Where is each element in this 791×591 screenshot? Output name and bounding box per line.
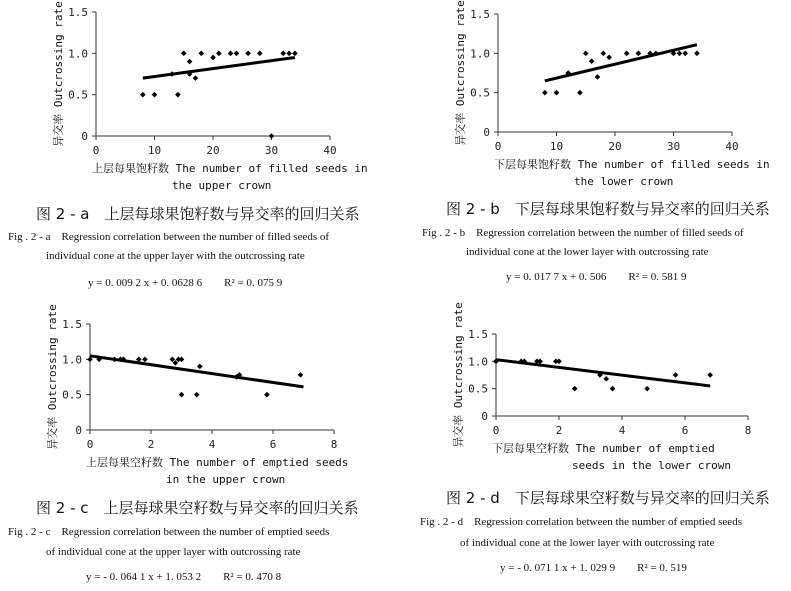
data-point bbox=[269, 133, 275, 139]
data-point bbox=[595, 74, 601, 80]
data-point bbox=[589, 58, 595, 64]
scatter-plot-c bbox=[36, 304, 356, 490]
scatter-plot-b bbox=[450, 0, 770, 192]
y-tick-label: 0 bbox=[81, 130, 88, 143]
y-tick-label: 0.5 bbox=[470, 86, 490, 100]
data-point bbox=[179, 357, 185, 363]
figure-caption-en-d-line2: of individual cone at the lower layer with outcrossing rate bbox=[460, 537, 715, 549]
y-tick-label: 1.5 bbox=[62, 318, 82, 331]
data-point bbox=[636, 51, 642, 57]
data-point bbox=[298, 372, 304, 378]
x-tick-label: 8 bbox=[744, 424, 752, 437]
y-tick-label: 1.5 bbox=[468, 328, 488, 341]
x-axis-title-line2: the upper crown bbox=[172, 179, 272, 192]
x-tick-label: 4 bbox=[208, 438, 216, 451]
data-point bbox=[292, 51, 298, 57]
y-tick-label: 0.5 bbox=[62, 388, 82, 402]
data-point bbox=[228, 51, 234, 57]
data-point bbox=[556, 359, 562, 365]
data-point bbox=[245, 51, 251, 57]
data-point bbox=[554, 90, 560, 96]
data-point bbox=[601, 51, 607, 57]
data-point bbox=[677, 51, 683, 57]
y-tick-label: 0 bbox=[75, 424, 82, 437]
data-point bbox=[194, 392, 200, 398]
y-tick-label: 0.5 bbox=[68, 88, 88, 102]
x-axis-title-line1: 上层每果饱籽数 The number of filled seeds in bbox=[92, 162, 368, 175]
data-point bbox=[682, 51, 688, 57]
data-point bbox=[610, 386, 616, 392]
x-tick-label: 30 bbox=[264, 144, 279, 157]
figure-caption-cn-c: 图 2 - c 上层每球果空籽数与异交率的回归关系 bbox=[36, 499, 359, 517]
x-tick-label: 4 bbox=[618, 424, 626, 437]
figure-caption-cn-d: 图 2 - d 下层每球果空籽数与异交率的回归关系 bbox=[446, 489, 770, 507]
figure-caption-cn-a: 图 2 - a 上层每球果饱籽数与异交率的回归关系 bbox=[36, 205, 360, 223]
y-tick-label: 1.0 bbox=[470, 47, 490, 61]
y-tick-label: 1.5 bbox=[68, 6, 88, 19]
x-tick-label: 6 bbox=[681, 424, 689, 437]
data-point bbox=[199, 51, 205, 57]
data-point bbox=[187, 59, 193, 65]
data-point bbox=[264, 392, 270, 398]
y-axis-title: 异交率 Outcrossing rate bbox=[454, 0, 467, 146]
data-point bbox=[112, 357, 118, 363]
data-point bbox=[583, 51, 589, 57]
x-axis-title-line2: seeds in the lower crown bbox=[572, 459, 731, 472]
data-point bbox=[175, 92, 181, 98]
x-axis-title-line2: in the upper crown bbox=[166, 473, 286, 486]
figure-caption-en-d-line1: Fig . 2 - d Regression correlation between the number of emptied seeds bbox=[420, 516, 742, 528]
figure-caption-en-c-line1: Fig . 2 - c Regression correlation between the number of emptied seeds bbox=[8, 526, 330, 538]
y-tick-label: 0.5 bbox=[468, 382, 488, 396]
x-tick-label: 10 bbox=[549, 140, 564, 153]
data-point bbox=[537, 359, 543, 365]
x-tick-label: 40 bbox=[323, 144, 337, 157]
x-tick-label: 2 bbox=[555, 424, 563, 437]
x-tick-label: 0 bbox=[494, 140, 502, 153]
x-tick-label: 0 bbox=[92, 144, 100, 157]
y-tick-label: 1.0 bbox=[62, 353, 82, 367]
data-point bbox=[257, 51, 263, 57]
x-tick-label: 20 bbox=[206, 144, 220, 157]
y-tick-label: 1.0 bbox=[468, 355, 488, 369]
x-tick-label: 10 bbox=[147, 144, 162, 157]
data-point bbox=[542, 90, 548, 96]
data-point bbox=[694, 51, 700, 57]
data-point bbox=[197, 364, 203, 370]
x-axis-title-line1: 下层每果饱籽数 The number of filled seeds in bbox=[494, 158, 770, 171]
x-tick-label: 0 bbox=[86, 438, 94, 451]
data-point bbox=[216, 51, 222, 57]
figure-caption-en-a-line2: individual cone at the upper layer with the outcrossing rate bbox=[46, 250, 305, 262]
x-tick-label: 8 bbox=[330, 438, 338, 451]
figure-caption-en-c-line2: of individual cone at the upper layer with outcrossing rate bbox=[46, 546, 301, 558]
regression-equation-c: y = - 0. 064 1 x + 1. 053 2 R² = 0. 470 8 bbox=[86, 571, 282, 583]
y-tick-label: 0 bbox=[483, 126, 490, 139]
figure-caption-en-b-line1: Fig . 2 - b Regression correlation between the number of filled seeds of bbox=[422, 227, 744, 239]
figure-caption-cn-b: 图 2 - b 下层每球果饱籽数与异交率的回归关系 bbox=[446, 200, 770, 218]
data-point bbox=[707, 372, 713, 378]
data-point bbox=[169, 71, 175, 77]
regression-equation-b: y = 0. 017 7 x + 0. 506 R² = 0. 581 9 bbox=[506, 271, 687, 283]
y-tick-label: 1.5 bbox=[470, 8, 490, 21]
data-point bbox=[606, 54, 612, 60]
x-axis-title-line2: the lower crown bbox=[574, 175, 674, 188]
y-tick-label: 1.0 bbox=[68, 47, 88, 61]
data-point bbox=[280, 51, 286, 57]
data-point bbox=[140, 92, 146, 98]
figure-caption-en-b-line2: individual cone at the lower layer with outcrossing rate bbox=[466, 246, 709, 258]
regression-line bbox=[143, 57, 295, 78]
data-point bbox=[624, 51, 630, 57]
scatter-plot-a bbox=[40, 1, 368, 192]
chart-panel-a bbox=[40, 1, 368, 192]
data-point bbox=[234, 51, 240, 57]
data-point bbox=[673, 372, 679, 378]
data-point bbox=[286, 51, 292, 57]
data-point bbox=[152, 92, 158, 98]
x-tick-label: 6 bbox=[269, 438, 277, 451]
data-point bbox=[572, 386, 578, 392]
regression-line bbox=[496, 360, 710, 386]
chart-panel-b bbox=[450, 0, 770, 192]
data-point bbox=[644, 386, 650, 392]
data-point bbox=[577, 90, 583, 96]
data-point bbox=[142, 357, 148, 363]
y-axis-title: 异交率 Outcrossing rate bbox=[46, 304, 59, 450]
chart-panel-c bbox=[36, 304, 356, 490]
data-point bbox=[179, 392, 185, 398]
data-point bbox=[210, 55, 216, 61]
x-tick-label: 0 bbox=[492, 424, 500, 437]
regression-equation-d: y = - 0. 071 1 x + 1. 029 9 R² = 0. 519 bbox=[500, 562, 687, 574]
chart-panel-d bbox=[450, 302, 770, 482]
x-tick-label: 40 bbox=[725, 140, 739, 153]
data-point bbox=[603, 376, 609, 382]
y-tick-label: 0 bbox=[481, 410, 488, 423]
x-axis-title-line1: 上层每果空籽数 The number of emptied seeds bbox=[86, 456, 349, 469]
data-point bbox=[193, 75, 199, 81]
scatter-plot-d bbox=[450, 302, 770, 482]
x-tick-label: 2 bbox=[147, 438, 155, 451]
data-point bbox=[181, 51, 187, 57]
x-axis-title-line1: 下层每果空籽数 The number of emptied bbox=[492, 442, 715, 455]
figure-caption-en-a-line1: Fig . 2 - a Regression correlation between the number of filled seeds of bbox=[8, 231, 330, 243]
regression-equation-a: y = 0. 009 2 x + 0. 0628 6 R² = 0. 075 9 bbox=[88, 277, 283, 289]
y-axis-title: 异交率 Outcrossing rate bbox=[452, 302, 465, 448]
y-axis-title: 异交率 Outcrossing rate bbox=[52, 1, 65, 147]
x-tick-label: 30 bbox=[666, 140, 681, 153]
x-tick-label: 20 bbox=[608, 140, 622, 153]
regression-line bbox=[545, 45, 697, 81]
